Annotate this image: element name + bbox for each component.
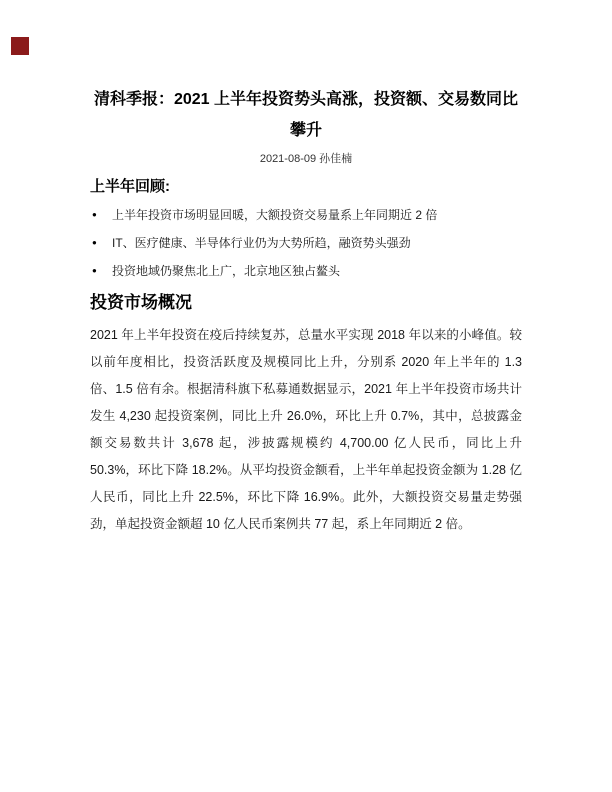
overview-section-heading: 投资市场概况 — [90, 293, 192, 312]
bullet-icon: ● — [92, 238, 97, 247]
bullet-icon: ● — [92, 210, 97, 219]
list-item — [90, 263, 522, 279]
article-title: 清科季报：2021 上半年投资势头高涨，投资额、交易数同比攀升 — [93, 91, 519, 139]
bullet-text: 投资地域仍聚焦北上广，北京地区独占鳌头 — [112, 264, 341, 278]
article-byline: 2021-08-09 孙佳楠 — [259, 153, 353, 165]
review-bullet-list — [90, 207, 522, 279]
bullet-text: IT、医疗健康、半导体行业仍为大势所趋，融资势头强劲 — [112, 236, 411, 250]
bullet-icon: ● — [92, 266, 97, 275]
list-item — [90, 207, 522, 223]
overview-paragraph: 2021 年上半年投资在疫后持续复苏，总量水平实现 2018 年以来的小峰值。较以前年度相比，投资活跃度及规模同比上升，分别系 2020 年上半年的 1.3 倍、1.5 倍有余。根据清科旗下私募通数据显示，2021 年上半年投资市场共计发生 4,230 起投资案例，同比上升 26.0%，环比上升 0.7%，其中，总披露金额交易数共计 3,678 起，涉披露规模约 4,700.00 亿人民币，同比上升 50.3%，环比下降 18.2%。从平均投资金额看，上半年单起投资金额为 1.28 亿人民币，同比上升 22.5%，环比下降 16.9%。此外，大额投资交易量走势强劲，单起投资金额超 10 亿人民币案例共 77 起，系上年同期近 2 倍。 — [90, 328, 522, 531]
list-item — [90, 235, 522, 251]
red-square-annotation-marker — [11, 37, 29, 55]
bullet-text: 上半年投资市场明显回暖，大额投资交易量系上年同期近 2 倍 — [112, 208, 438, 222]
review-section-heading: 上半年回顾: — [90, 178, 170, 195]
